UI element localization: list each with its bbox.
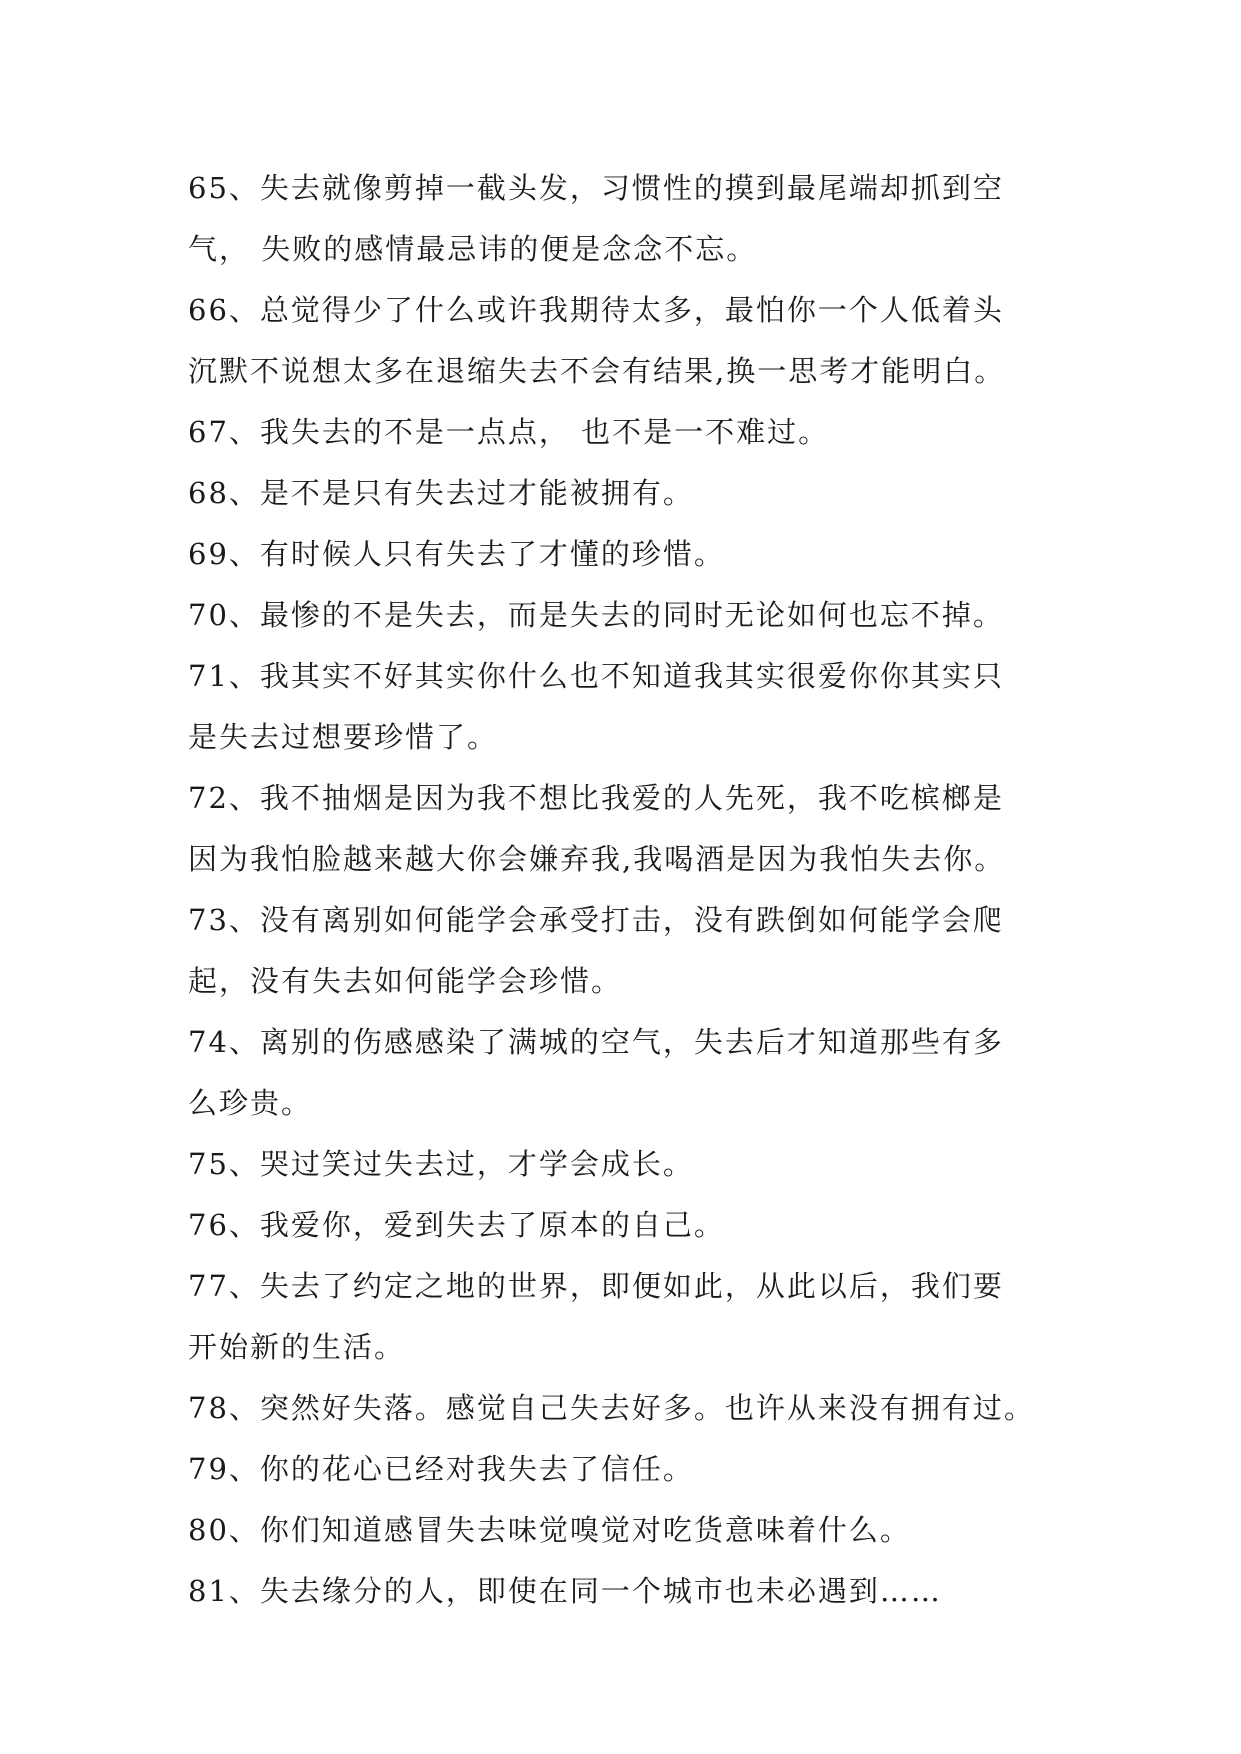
text-line: 是失去过想要珍惜了。 (188, 720, 499, 754)
text-line: 气， 失败的感情最忌讳的便是念念不忘。 (188, 232, 758, 266)
text-line: 71、我其实不好其实你什么也不知道我其实很爱你你其实只 (188, 659, 1004, 693)
text-line: 68、是不是只有失去过才能被拥有。 (188, 476, 694, 510)
text-line: 70、最惨的不是失去，而是失去的同时无论如何也忘不掉。 (188, 598, 1004, 632)
text-line: 开始新的生活。 (188, 1330, 406, 1364)
text-line: 起，没有失去如何能学会珍惜。 (188, 964, 623, 998)
text-line: 73、没有离别如何能学会承受打击，没有跌倒如何能学会爬 (188, 903, 1004, 937)
text-line: 69、有时候人只有失去了才懂的珍惜。 (188, 537, 725, 571)
text-line: 81、失去缘分的人，即使在同一个城市也未必遇到…… (188, 1574, 942, 1608)
text-line: 74、离别的伤感感染了满城的空气，失去后才知道那些有多 (188, 1025, 1004, 1059)
text-line: 78、突然好失落。感觉自己失去好多。也许从来没有拥有过。 (188, 1391, 1035, 1425)
text-line: 76、我爱你，爱到失去了原本的自己。 (188, 1208, 725, 1242)
text-line: 80、你们知道感冒失去味觉嗅觉对吃货意味着什么。 (188, 1513, 911, 1547)
text-line: 75、哭过笑过失去过，才学会成长。 (188, 1147, 694, 1181)
text-line: 么珍贵。 (188, 1086, 313, 1120)
text-line: 79、你的花心已经对我失去了信任。 (188, 1452, 694, 1486)
text-line: 因为我怕脸越来越大你会嫌弃我,我喝酒是因为我怕失去你。 (188, 842, 1006, 876)
text-line: 67、我失去的不是一点点， 也不是一不难过。 (188, 415, 830, 449)
text-line: 65、失去就像剪掉一截头发，习惯性的摸到最尾端却抓到空 (188, 171, 1004, 205)
document-body (188, 158, 1068, 1622)
text-line: 72、我不抽烟是因为我不想比我爱的人先死，我不吃槟榔是 (188, 781, 1004, 815)
text-line: 66、总觉得少了什么或许我期待太多，最怕你一个人低着头 (188, 293, 1004, 327)
text-line: 77、失去了约定之地的世界，即便如此，从此以后，我们要 (188, 1269, 1004, 1303)
text-line: 沉默不说想太多在退缩失去不会有结果,换一思考才能明白。 (188, 354, 1006, 388)
